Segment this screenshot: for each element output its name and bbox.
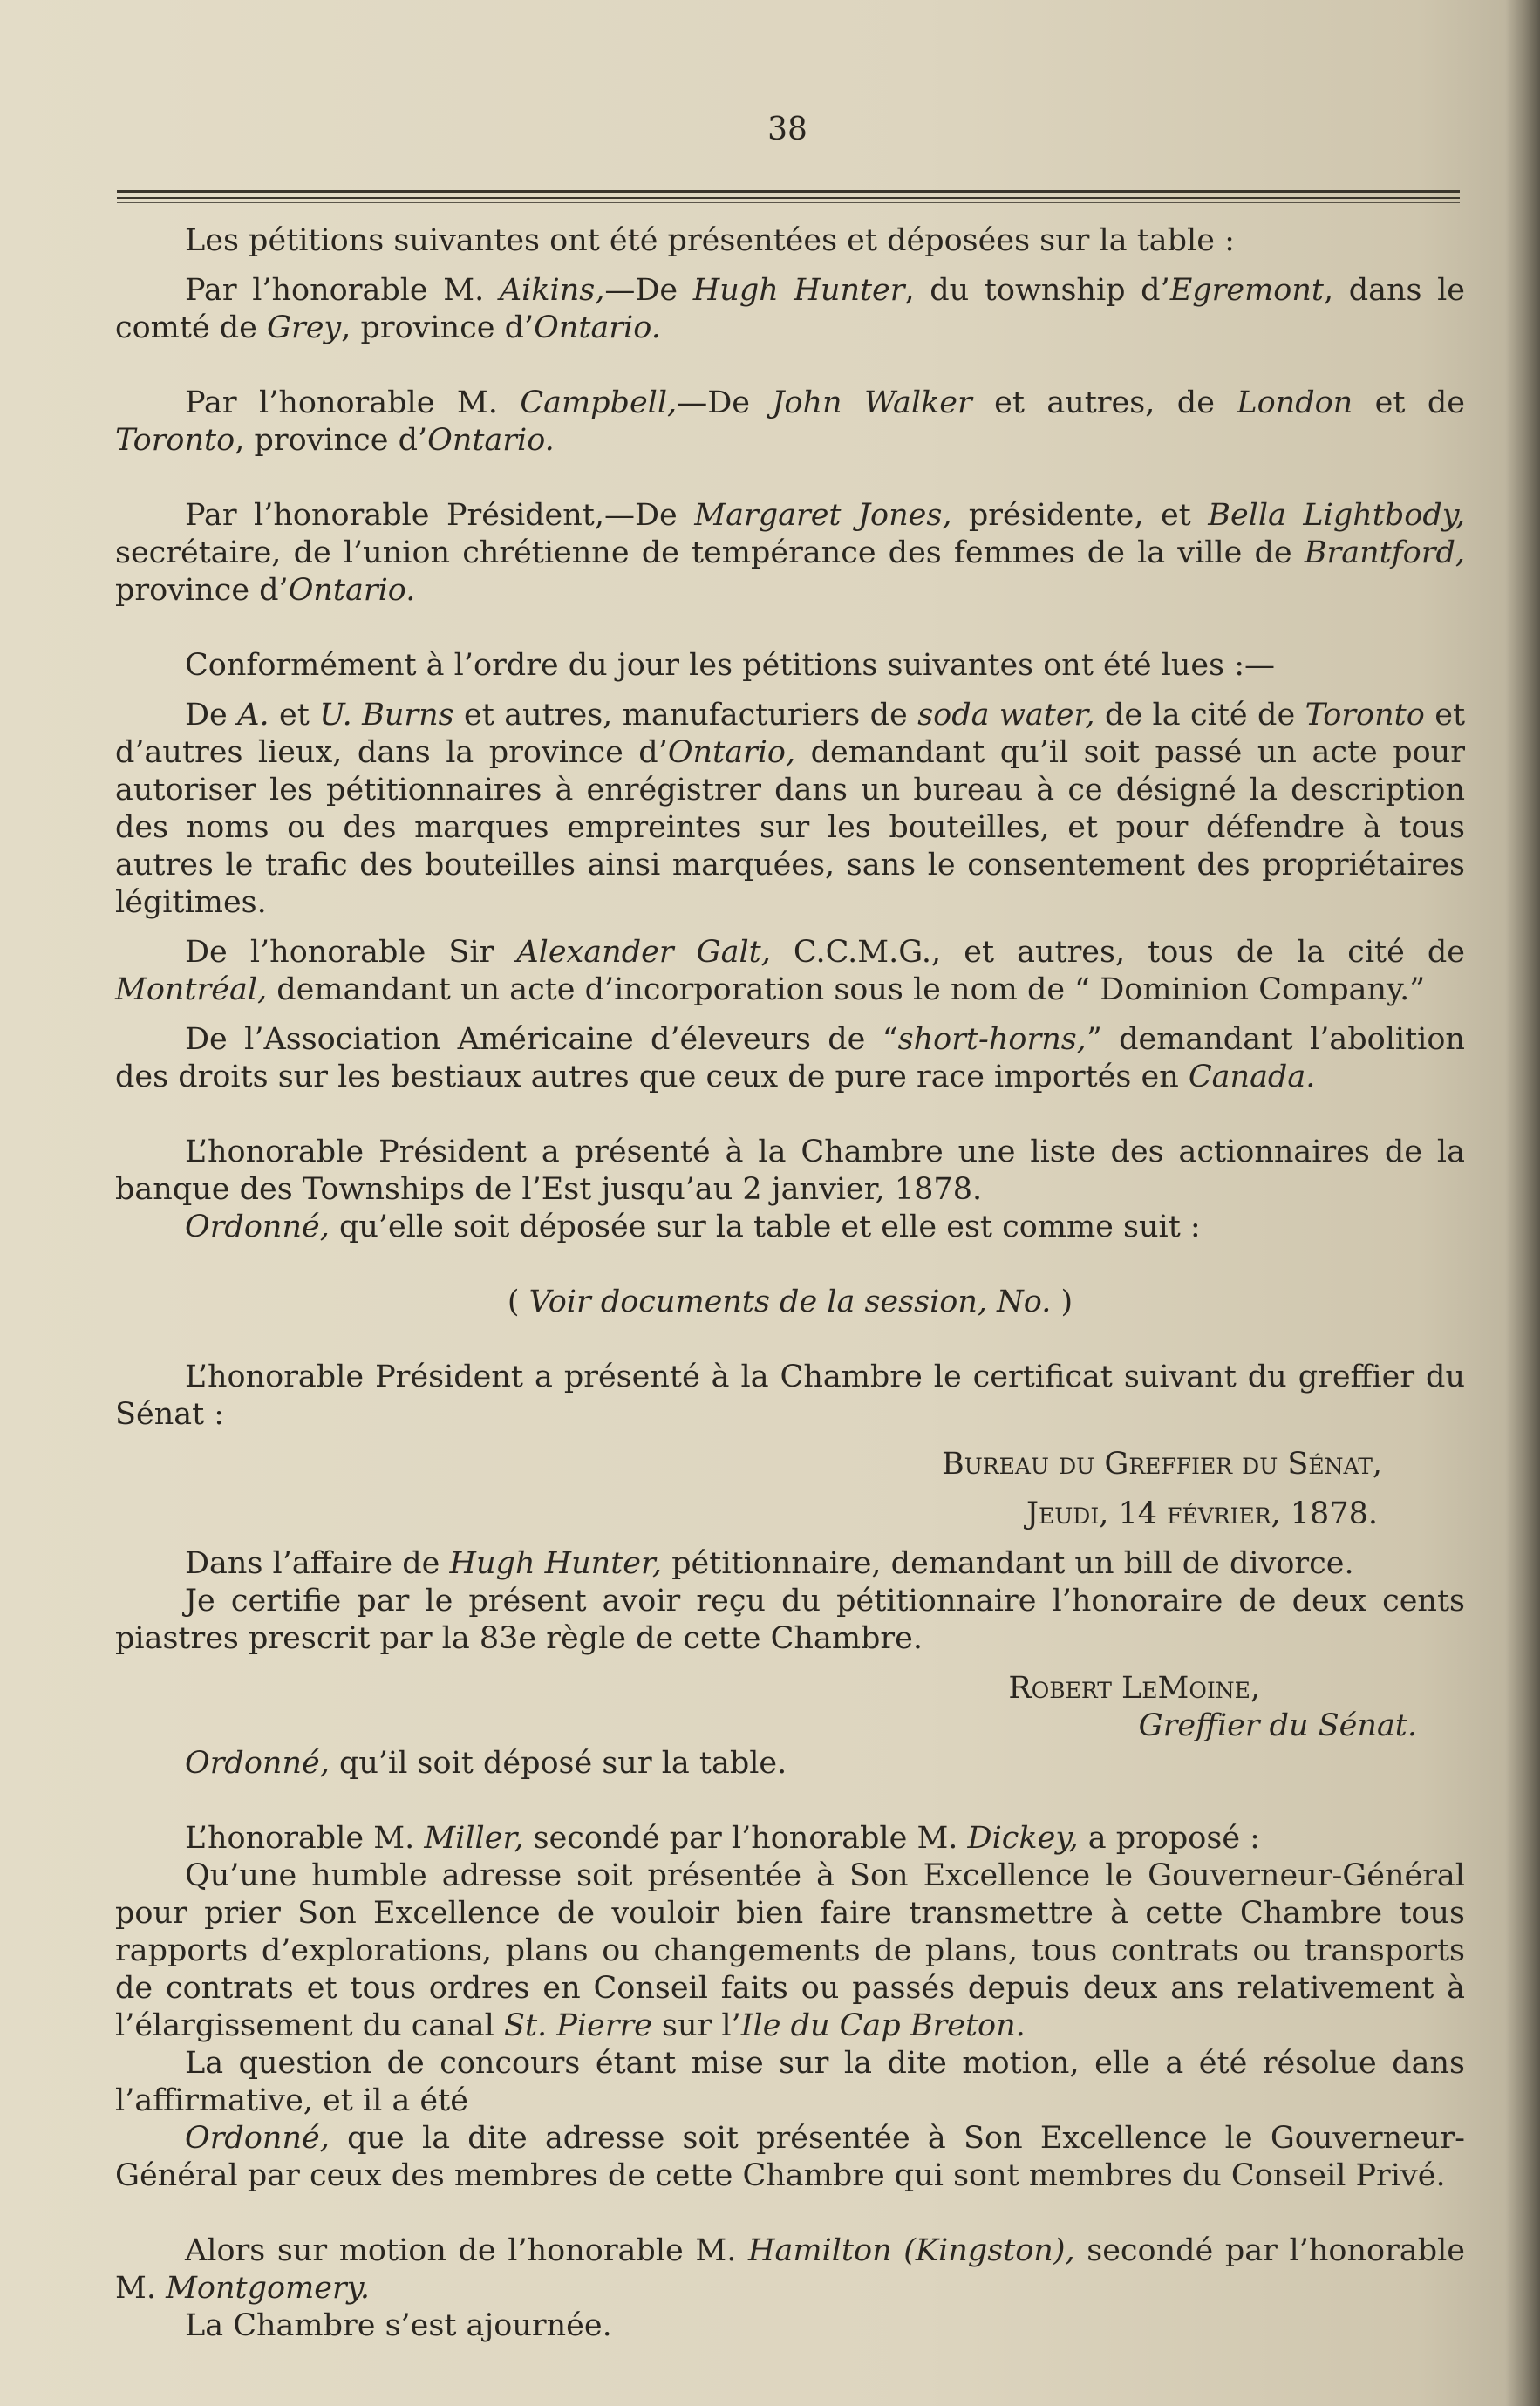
header-rule [117, 190, 1460, 193]
fee-certification: Je certifie par le présent avoir reçu du pétitionnaire l’honoraire de deux cents piastres prescrit par la 83e règle de cette Chambre. [115, 1584, 1465, 1656]
petitions-intro: Les pétitions suivantes ont été présentées et déposées sur la table : [185, 223, 1235, 258]
petition-president: Par l’honorable Président,—De Margaret Jones, présidente, et Bella Lightbody, secrétaire, de l’union chrétienne de tempérance des femmes de la ville de Brantford, province d’Ontario. [115, 498, 1465, 608]
certificate-date: Jeudi, 14 février, 1878. [1026, 1496, 1378, 1531]
adjournment: La Chambre s’est ajournée. [185, 2308, 612, 2343]
signature-title: Greffier du Sénat. [1138, 1708, 1417, 1743]
petition-burns: De A. et U. Burns et autres, manufacturiers de soda water, de la cité de Toronto et d’autres lieux, dans la province d’Ontario, demandant qu’il soit passé un acte pour autoriser les pétitionnaires à enrégistrer dans un bureau à ce désigné la description des noms ou des marques empreintes sur les bouteilles, et pour défendre à tous autres le trafic des bouteilles ainsi marquées, sans le consentement des propriétaires légitimes. [115, 698, 1466, 920]
page-body [115, 222, 1465, 2345]
petition-campbell: Par l’honorable M. Campbell,—De John Walker et autres, de London et de Toronto, province d’Ontario. [115, 385, 1465, 458]
petition-aikins: Par l’honorable M. Aikins,—De Hugh Hunter, du township d’Egremont, dans le comté de Grey, province d’Ontario. [115, 273, 1466, 345]
order-address: Ordonné, que la dite adresse soit présentée à Son Excellence le Gouverneur-Général par ceux des membres de cette Chambre qui sont membres du Conseil Privé. [115, 2121, 1465, 2193]
header-rule [117, 202, 1460, 203]
header-rule [117, 197, 1460, 199]
question-concurrence: La question de concours étant mise sur la dite motion, elle a été résolue dans l’affirmative, et il a été [115, 2046, 1465, 2118]
shareholders-list: L’honorable Président a présenté à la Chambre une liste des actionnaires de la banque des Townships de l’Est jusqu’au 2 janvier, 1878. [115, 1135, 1465, 1207]
petition-shorthorns: De l’Association Américaine d’éleveurs de “short-horns,” demandant l’abolition des droits sur les bestiaux autres que ceux de pure race importés en Canada. [115, 1022, 1465, 1094]
petitions-read-intro: Conformément à l’ordre du jour les pétitions suivantes ont été lues :— [185, 648, 1275, 683]
page-number: 38 [767, 112, 807, 147]
miller-motion: L’honorable M. Miller, secondé par l’honorable M. Dickey, a proposé : [185, 1821, 1260, 1856]
divorce-matter: Dans l’affaire de Hugh Hunter, pétitionnaire, demandant un bill de divorce. [185, 1546, 1354, 1581]
order-deposit-list: Ordonné, qu’elle soit déposée sur la table et elle est comme suit : [185, 1210, 1201, 1244]
certificate-office: Bureau du Greffier du Sénat, [942, 1447, 1382, 1482]
certificate-intro: L’honorable Président a présenté à la Chambre le certificat suivant du greffier du Sénat : [115, 1360, 1465, 1432]
adjournment-motion: Alors sur motion de l’honorable M. Hamilton (Kingston), secondé par l’honorable M. Montgomery. [115, 2233, 1466, 2306]
signature-name: Robert LeMoine, [1008, 1671, 1260, 1706]
see-documents: ( Voir documents de la session, No. ) [507, 1285, 1073, 1319]
address-text: Qu’une humble adresse soit présentée à Son Excellence le Gouverneur-Général pour prier Son Excellence de vouloir bien faire transmettre à cette Chambre tous rapports d’explorations, plans ou changements de plans, tous contrats ou transports de contrats et tous ordres en Conseil faits ou passés depuis deux ans relativement à l’élargissement du canal St. Pierre sur l’Ile du Cap Breton. [115, 1858, 1465, 2043]
order-deposit-certificate: Ordonné, qu’il soit déposé sur la table. [185, 1746, 787, 1781]
page-edge-shadow [1505, 0, 1540, 2406]
petition-galt: De l’honorable Sir Alexander Galt, C.C.M.G., et autres, tous de la cité de Montréal, demandant un acte d’incorporation sous le nom de “ Dominion Company.” [115, 935, 1465, 1007]
